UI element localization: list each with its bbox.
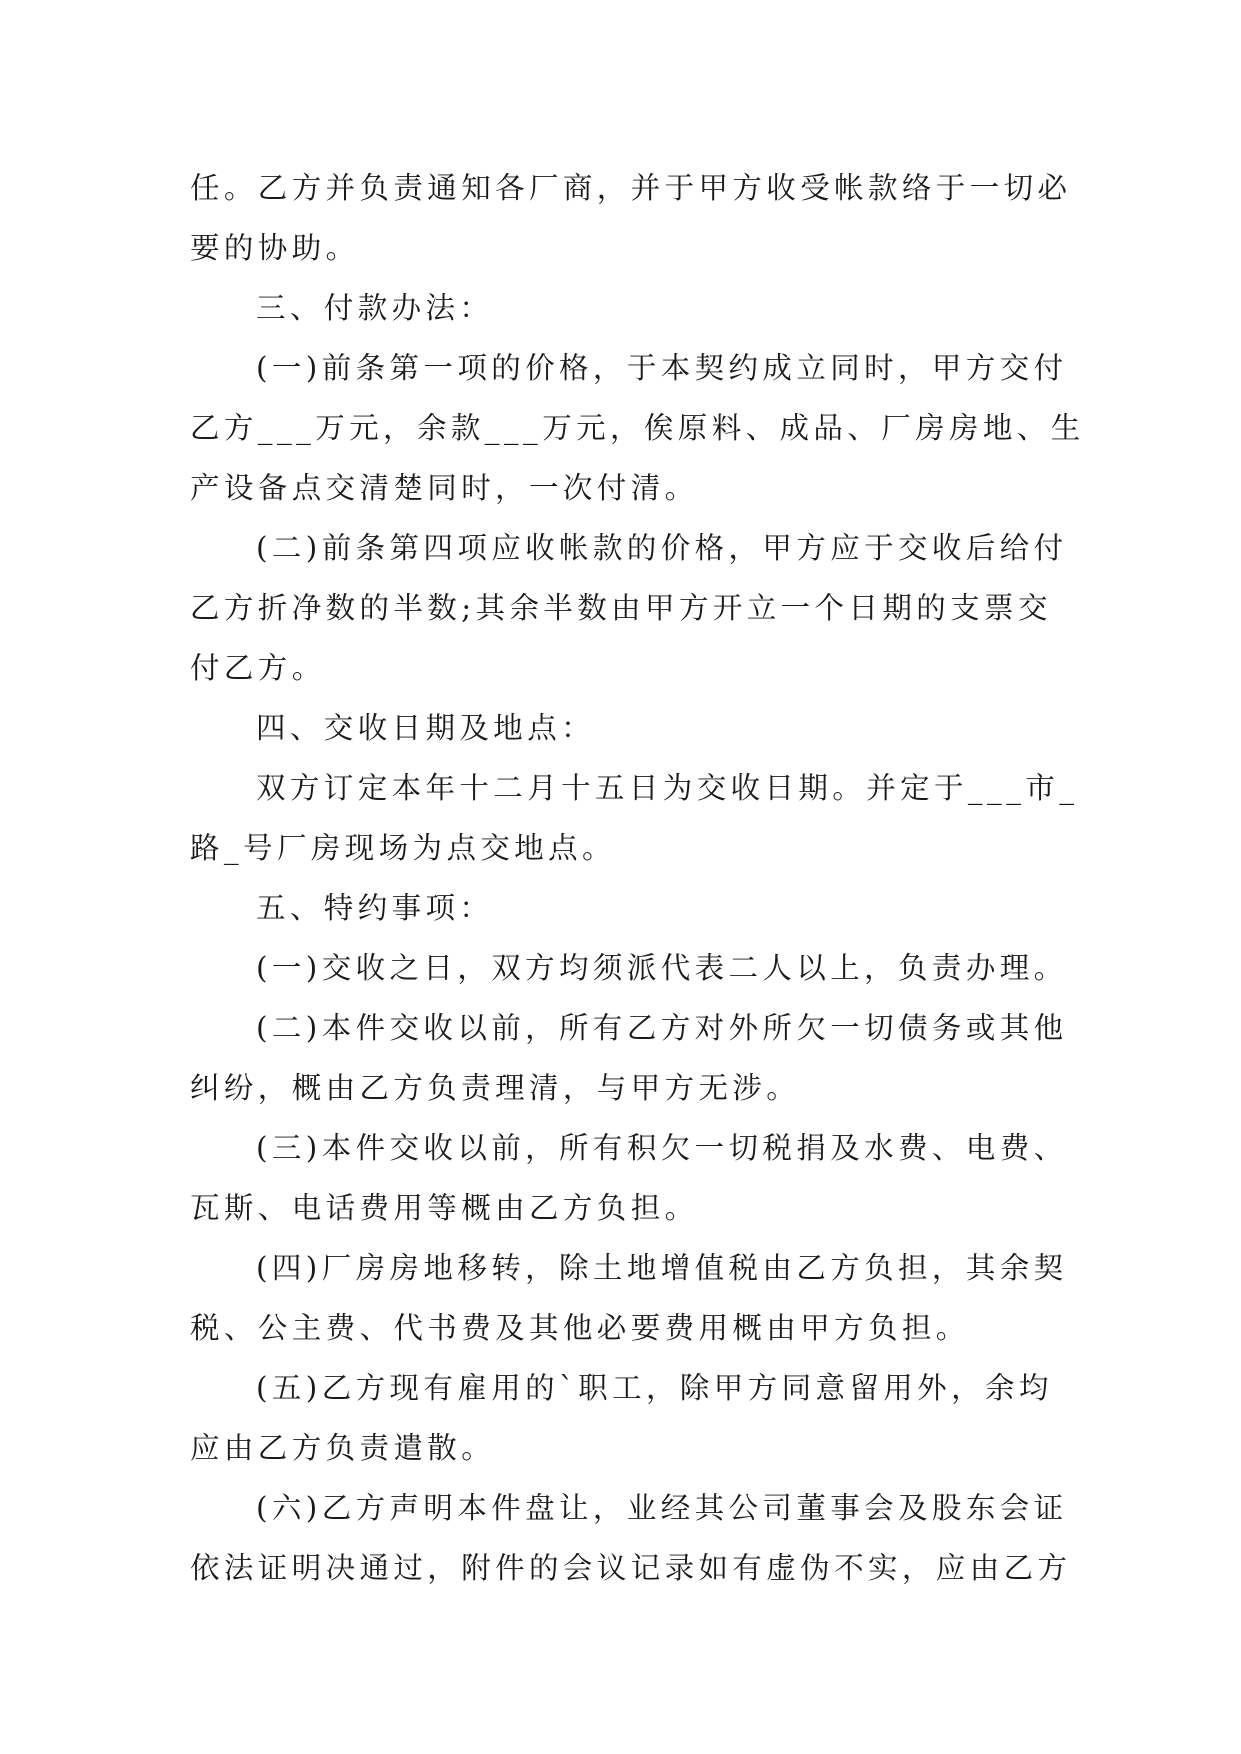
text-line: 瓦斯、电话费用等概由乙方负担。 — [190, 1191, 699, 1225]
text-line: 乙方折净数的半数;其余半数由甲方开立一个日期的支票交 — [190, 591, 1052, 625]
text-line: 产设备点交清楚同时，一次付清。 — [190, 471, 699, 505]
text-line: 任。乙方并负责通知各厂商，并于甲方收受帐款络于一切必 — [190, 171, 1072, 205]
text-line: (一)交收之日，双方均须派代表二人以上，负责办理。 — [256, 951, 1068, 985]
text-line: 路_号厂房现场为点交地点。 — [190, 831, 616, 865]
text-line: (五)乙方现有雇用的`职工，除甲方同意留用外，余均 — [256, 1371, 1053, 1405]
section-heading: 四、交收日期及地点： — [256, 711, 596, 745]
document-body — [190, 158, 1085, 1598]
text-line: 双方订定本年十二月十五日为交收日期。并定于___市_ — [256, 771, 1079, 805]
text-line: 要的协助。 — [190, 231, 360, 265]
text-line: 付乙方。 — [190, 651, 326, 685]
section-heading: 五、特约事项： — [256, 891, 494, 925]
text-line: 税、公主费、代书费及其他必要费用概由甲方负担。 — [190, 1311, 970, 1345]
text-line: (二)前条第四项应收帐款的价格，甲方应于交收后给付 — [256, 531, 1068, 565]
text-line: (四)厂房房地移转，除土地增值税由乙方负担，其余契 — [256, 1251, 1068, 1285]
text-line: (三)本件交收以前，所有积欠一切税捐及水费、电费、 — [256, 1131, 1068, 1165]
text-line: 应由乙方负责遣散。 — [190, 1431, 496, 1465]
text-line: (二)本件交收以前，所有乙方对外所欠一切债务或其他 — [256, 1011, 1068, 1045]
text-line: 纠纷，概由乙方负责理清，与甲方无涉。 — [190, 1071, 801, 1105]
text-line: 乙方___万元，余款___万元，俟原料、成品、厂房房地、生 — [190, 411, 1085, 445]
text-line: 依法证明决通过，附件的会议记录如有虚伪不实，应由乙方 — [190, 1551, 1072, 1585]
text-line: (一)前条第一项的价格，于本契约成立同时，甲方交付 — [256, 351, 1068, 385]
text-line: (六)乙方声明本件盘让，业经其公司董事会及股东会证 — [256, 1491, 1068, 1525]
section-heading: 三、付款办法： — [256, 291, 494, 325]
